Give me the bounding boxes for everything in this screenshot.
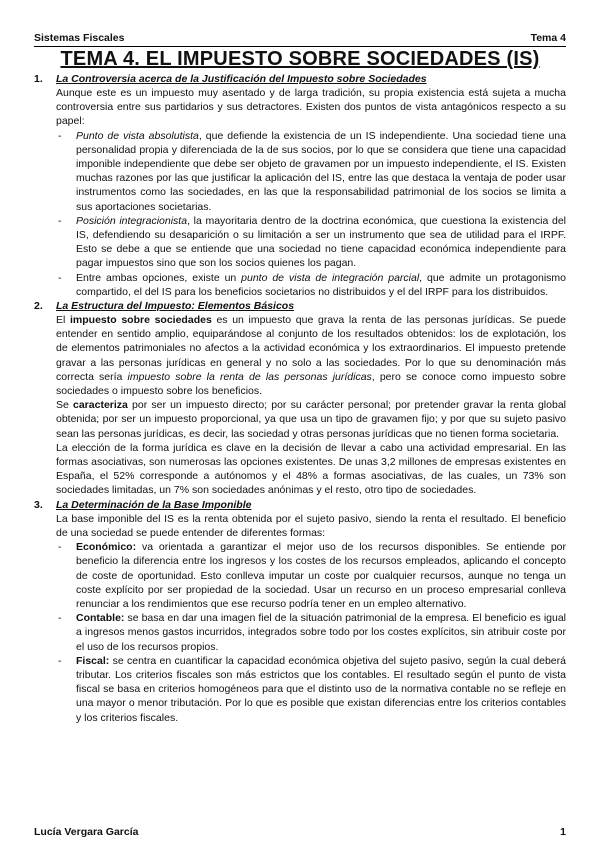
list-item: - Contable: se basa en dar una imagen fiel de la situación patrimonial de la empresa. El beneficio es igual a ingresos menos gastos incurridos, integrados sobre todo por los costes explícitos, sin atribuir coste por el uso de los recursos propios. <box>58 612 566 653</box>
page-footer <box>34 826 566 838</box>
header-subject: Sistemas Fiscales <box>34 32 125 44</box>
document-page <box>34 32 566 725</box>
section-2-heading: 2. La Estructura del Impuesto: Elementos Básicos <box>34 300 295 313</box>
section-2-paragraph-3: La elección de la forma jurídica es clave en la decisión de llevar a cabo una actividad empresarial. En las formas asociativas, son numerosas las opciones existentes. De unas 3,2 millones de empresas existentes en España, el 52% corresponde a autónomos y el 48% a formas asociativas, de las cuales, un 73% son sociedades limitadas, un 7% son sociedades anónimas y el resto, otro tipo de sociedades. <box>56 441 566 497</box>
list-item: - Punto de vista absolutista, que defiende la existencia de un IS independiente. Una sociedad tiene una personalidad propia y diferenciada de la de sus socios, por lo que se considera que tiene una capacidad imponible independiente que debe ser objeto de gravamen por un impuesto independiente, el IS. Existen muchas razones por las que justificar la aplicación del IS, entre las que destaca la ventaja de poder usar instrumentos como las sociedades, en las que la responsabilidad patrimonial de los socios se limita a sus aportaciones societarias. <box>58 129 566 213</box>
page-number: 1 <box>560 826 566 838</box>
section-2-paragraph-2: Se caracteriza por ser un impuesto directo; por su carácter personal; por pretender gravar la renta global obtenida; por ser un impuesto proporcional, ya que usa un tipo de gravamen fijo; y por que su sujeto pasivo sean las personas jurídicas, es decir, las sociedad y otras personas jurídicas que no tienen forma societaria. <box>56 399 566 440</box>
header-topic: Tema 4 <box>530 32 566 44</box>
list-item: - Entre ambas opciones, existe un punto de vista de integración parcial, que admite un protagonismo compartido, el del IS para los beneficios societarios no distribuidos y el del IRPF para los distribuidos. <box>58 271 567 298</box>
section-3-heading: 3. La Determinación de la Base Imponible <box>34 498 252 511</box>
list-item: - Posición integracionista, la mayoritaria dentro de la doctrina económica, que cuestiona la existencia del IS, defendiendo su desaparición o su limitación a ser un instrumento que sea de utilidad para el IRPF. Esto se debe a que se entiende que una sociedad no tiene capacidad económica independiente para pagar impuestos sino que son los socios quienes los pagan. <box>58 214 567 270</box>
section-1-intro: Aunque este es un impuesto muy asentado y de larga tradición, su propia existencia está sujeta a mucha controversia entre sus partidarios y sus detractores. Existen dos puntos de vista antagónicos respecto a su papel: <box>56 87 566 128</box>
page-title: TEMA 4. EL IMPUESTO SOBRE SOCIEDADES (IS) <box>60 48 540 70</box>
footer-author: Lucía Vergara García <box>34 826 139 838</box>
page-header <box>34 32 566 47</box>
section-1-heading: 1. La Controversia acerca de la Justificación del Impuesto sobre Sociedades <box>34 73 427 85</box>
list-item: - Económico: va orientada a garantizar el mejor uso de los recursos disponibles. Se entiende por beneficio la diferencia entre los ingresos y los costes de los recursos empleados, aplicando el concepto de coste de oportunidad. Esto conlleva imputar un coste por cualquier recursos, aunque no tenga un coste explícito por ser propiedad de la sociedad. Usar un recurso en un proceso empresarial conlleva renunciar a los rendimientos que ese recurso podría tener en un empleo alternativo. <box>58 541 566 610</box>
section-3-intro: La base imponible del IS es la renta obtenida por el sujeto pasivo, siendo la renta el resultado. El beneficio de una sociedad se puede entender de diferentes formas: <box>56 512 566 539</box>
section-2-paragraph-1: El impuesto sobre sociedades es un impuesto que grava la renta de las personas jurídicas. Se puede entender en sentido amplio, equiparándose al conjunto de los resultados obtenidos: los de explotación, los de elementos patrimoniales no afectos a la actividad económica y los extraordinarios. El impuesto pretende gravar a las personas jurídicas en general y no solo a las sociedades. Por lo que su denominación más correcta sería impuesto sobre la renta de las personas jurídicas, pero se conoce como impuesto sobre sociedades o impuesto sobre los beneficios. <box>56 314 566 398</box>
list-item: - Fiscal: se centra en cuantificar la capacidad económica objetiva del sujeto pasivo, según la cual deberá tributar. Los criterios fiscales son más estrictos que los contables. El resultado según el punto de vista fiscal se basa en criterios homogéneos para que el distinto uso de la normativa contable no se refleje en una mayor o menor tributación. Por lo que es posible que existan diferencias entre los criterios contables y los criterios fiscales. <box>58 654 566 724</box>
